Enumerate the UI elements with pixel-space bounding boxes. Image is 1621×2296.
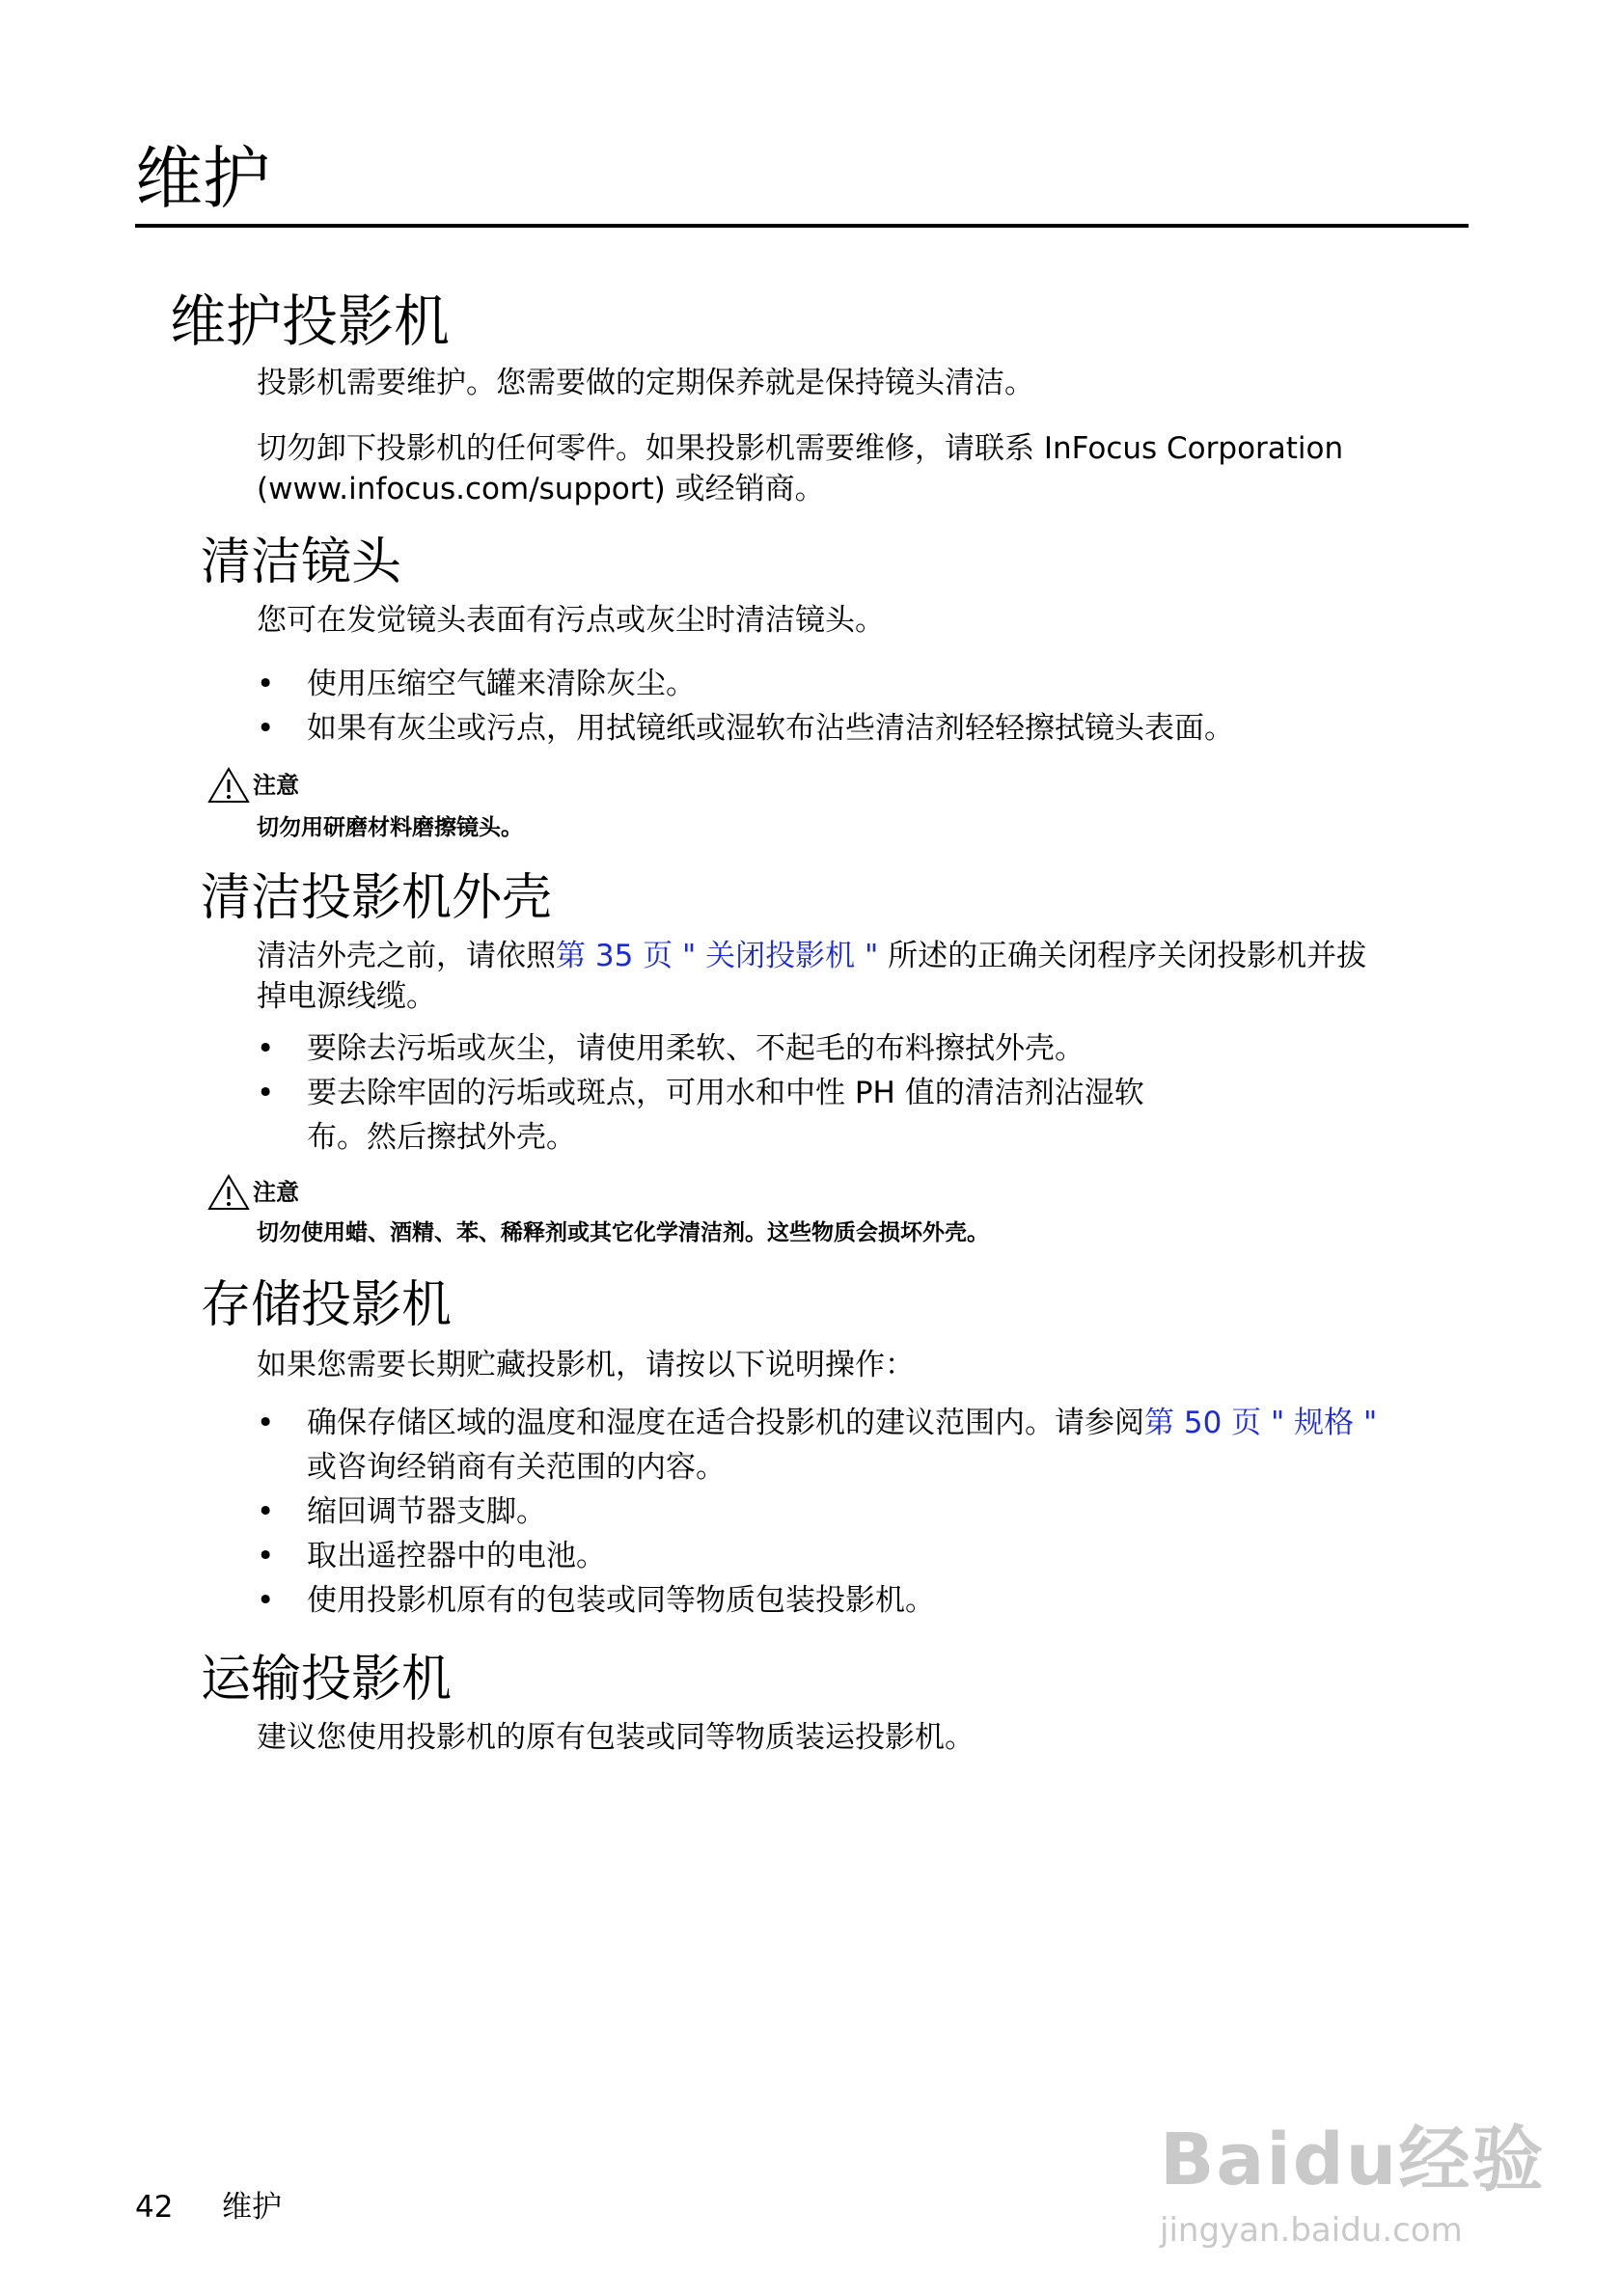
storage-intro: 如果您需要长期贮藏投影机，请按以下说明操作：	[257, 1348, 915, 1382]
maintain-paragraph-2-line-2: (www.infocus.com/support) 或经销商。	[257, 472, 825, 506]
page-number: 42	[135, 2190, 174, 2225]
case-bullet-list	[257, 1026, 1472, 1160]
lens-intro: 您可在发觉镜头表面有污点或灰尘时清洁镜头。	[257, 603, 885, 638]
list-item: • 使用压缩空气罐来清除灰尘。	[257, 662, 1472, 706]
chapter-title: 维护	[135, 139, 270, 218]
list-item: • 使用投影机原有的包装或同等物质包装投影机。	[257, 1578, 1472, 1623]
section-heading-maintain: 维护投影机	[170, 288, 451, 354]
baidu-watermark-url: jingyan.baidu.com	[1160, 2211, 1463, 2250]
transport-intro: 建议您使用投影机的原有包装或同等物质装运投影机。	[257, 1720, 975, 1755]
specs-page-link[interactable]: 第 50 页 " 规格 "	[1144, 1406, 1378, 1440]
lens-note-text: 切勿用研磨材料磨擦镜头。	[257, 815, 523, 840]
list-item: • 缩回调节器支脚。	[257, 1490, 1472, 1534]
case-intro-line-1	[257, 936, 1472, 976]
storage-bullet-list	[257, 1401, 1472, 1623]
section-heading-lens: 清洁镜头	[201, 533, 402, 591]
footer-chapter-name: 维护	[222, 2190, 282, 2225]
maintain-paragraph-2-line-1: 切勿卸下投影机的任何零件。如果投影机需要维修，请联系 InFocus Corporation	[257, 431, 1344, 466]
lens-note-header	[206, 766, 299, 805]
baidu-watermark	[1146, 2103, 1552, 2267]
list-item: • 取出遥控器中的电池。	[257, 1534, 1472, 1578]
case-note-text: 切勿使用蜡、酒精、苯、稀释剂或其它化学清洁剂。这些物质会损坏外壳。	[257, 1220, 989, 1245]
baidu-watermark-logo: Baidu经验	[1160, 2118, 1546, 2201]
section-heading-transport: 运输投影机	[201, 1651, 453, 1708]
section-heading-case: 清洁投影机外壳	[201, 869, 553, 927]
case-intro-text-after: 所述的正确关闭程序关闭投影机并拔	[878, 939, 1367, 973]
maintain-paragraph-2	[257, 428, 1472, 509]
warning-triangle-icon	[206, 1173, 251, 1212]
lens-bullet-list	[257, 662, 1472, 751]
lens-note-label: 注意	[253, 772, 299, 799]
case-intro	[257, 936, 1472, 1017]
chapter-rule	[135, 224, 1469, 228]
storage-bullet-1-line-2: 或咨询经销商有关范围的内容。	[307, 1450, 726, 1485]
section-heading-storage: 存储投影机	[201, 1276, 453, 1334]
case-intro-text-before: 清洁外壳之前，请依照	[257, 939, 556, 973]
storage-bullet-1-text: 确保存储区域的温度和湿度在适合投影机的建议范围内。请参阅	[307, 1406, 1144, 1440]
maintain-paragraph-1: 投影机需要维护。您需要做的定期保养就是保持镜头清洁。	[257, 366, 1034, 400]
case-note-label: 注意	[253, 1179, 299, 1206]
list-item: • 要除去污垢或灰尘，请使用柔软、不起毛的布料擦拭外壳。	[257, 1026, 1472, 1071]
list-item: • 如果有灰尘或污点，用拭镜纸或湿软布沾些清洁剂轻轻擦拭镜头表面。	[257, 706, 1472, 751]
case-note-header	[206, 1173, 299, 1212]
shutdown-page-link[interactable]: 第 35 页 " 关闭投影机 "	[556, 939, 879, 973]
case-intro-line-2: 掉电源线缆。	[257, 979, 436, 1014]
list-item: • 要去除牢固的污垢或斑点，可用水和中性 PH 值的清洁剂沾湿软布。然后擦拭外壳。	[257, 1071, 1472, 1160]
list-item	[257, 1401, 1472, 1490]
warning-triangle-icon	[206, 766, 251, 805]
